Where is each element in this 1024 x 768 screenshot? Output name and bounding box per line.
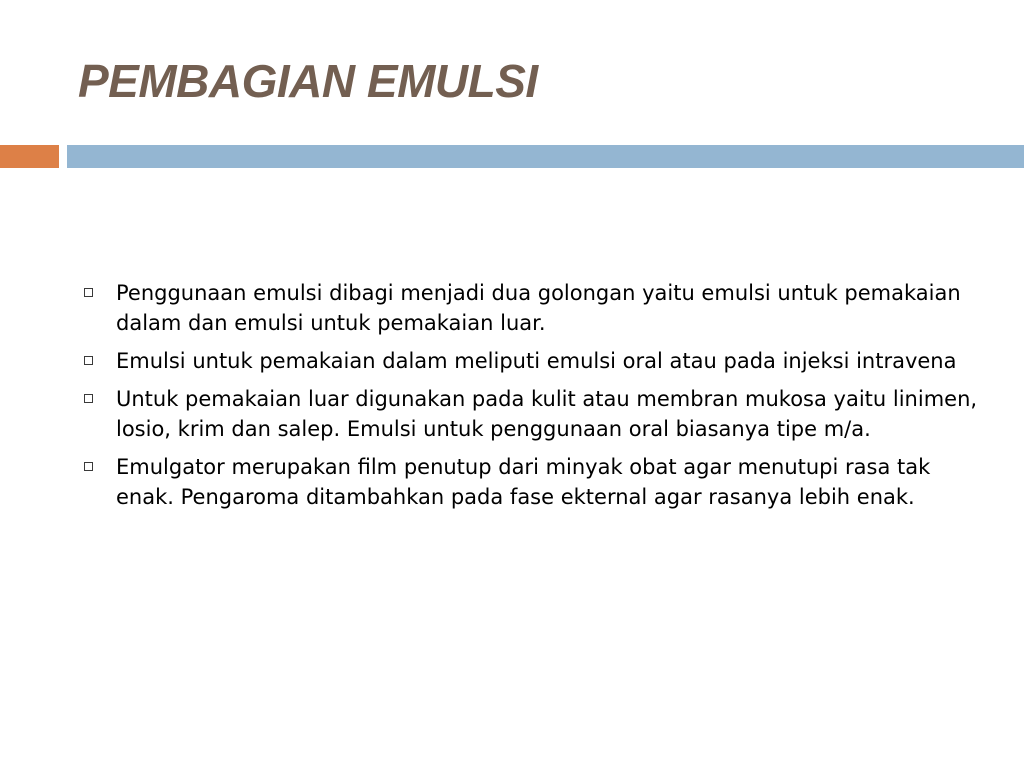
bullet-item xyxy=(80,452,980,512)
hollow-square-icon xyxy=(84,288,93,297)
slide-title: PEMBAGIAN EMULSI xyxy=(78,55,538,107)
bullet-item xyxy=(80,384,980,444)
hollow-square-icon xyxy=(84,462,93,471)
hollow-square-icon xyxy=(84,356,93,365)
accent-bar-orange xyxy=(0,145,59,168)
bullet-item xyxy=(80,278,980,338)
bullet-text: Emulsi untuk pemakaian dalam meliputi emulsi oral atau pada injeksi intravena xyxy=(116,349,957,373)
bullet-text: Emulgator merupakan film penutup dari minyak obat agar menutupi rasa tak enak. Pengaroma ditambahkan pada fase ekternal agar rasanya lebih enak. xyxy=(116,455,931,509)
bullet-text: Untuk pemakaian luar digunakan pada kulit atau membran mukosa yaitu linimen, losio, krim dan salep. Emulsi untuk penggunaan oral biasanya tipe m/a. xyxy=(116,387,978,441)
accent-bar-blue xyxy=(67,145,1024,168)
bullet-item xyxy=(80,346,980,376)
bullet-text: Penggunaan emulsi dibagi menjadi dua golongan yaitu emulsi untuk pemakaian dalam dan emulsi untuk pemakaian luar. xyxy=(116,281,961,335)
bullet-list xyxy=(80,278,980,520)
hollow-square-icon xyxy=(84,394,93,403)
